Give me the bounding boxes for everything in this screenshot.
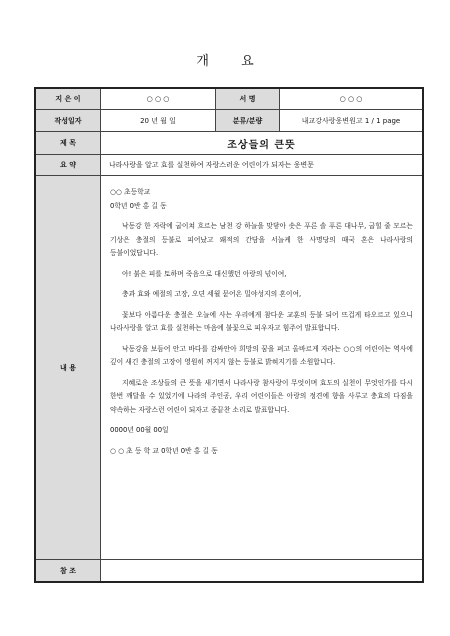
signature-value: ○ ○ ○ bbox=[279, 89, 422, 109]
summary-value: 나라사랑을 알고 효를 실천하여 자랑스러운 어린이가 되자는 웅변문 bbox=[100, 155, 422, 175]
summary-row bbox=[36, 155, 422, 176]
speech-paragraph: 충과 효와 예절의 고장, 오뎐 세월 묻어온 밀야성지의 혼이여, bbox=[122, 290, 302, 298]
reference-row bbox=[36, 560, 422, 581]
speech-paragraph: 아! 붉은 피를 토하며 죽음으로 대신했던 아랑의 넋이여, bbox=[122, 269, 287, 278]
signature-label: 서 명 bbox=[215, 89, 279, 109]
author-label: 지 은 이 bbox=[36, 89, 100, 109]
date-row bbox=[36, 110, 422, 132]
outline-form bbox=[34, 87, 424, 583]
speech-paragraph: 낙동강 한 자락에 굽이쳐 흐르는 남천 강 하늘을 맞닿아 솟은 푸른 솔 푸른 대나무, 굽힐 줄 모르는 기상은 충절의 등불로 피어났고 왜적의 간담을 서늘케 한 사명당의 때국 혼은 나라사랑의 등불이었답니다. bbox=[110, 222, 413, 257]
date-value: 20 년 월 일 bbox=[100, 110, 215, 131]
speech-date: 0000년 00월 00일 bbox=[110, 426, 169, 434]
subject-row bbox=[36, 132, 422, 155]
school-name: ○○ 초등학교 bbox=[110, 188, 151, 196]
subject-label: 제 목 bbox=[36, 132, 100, 154]
author-row bbox=[36, 89, 422, 110]
category-value: 내교강사랑웅변원고 1 / 1 page bbox=[279, 110, 422, 131]
speaker-class: 0학년 0반 홍 길 동 bbox=[110, 201, 167, 210]
reference-label: 참 조 bbox=[36, 560, 100, 581]
speech-paragraph: 낙동강을 보듬어 안고 바다를 감싸안아 희망의 꿈을 펴고 올바르게 자라는 ○○의 어린이는 역사에 깊이 새긴 충절의 고장이 영원히 꺼지지 않는 등불로 밝혀지기를 소원합니다. bbox=[110, 344, 413, 366]
subject-value: 조상들의 큰뜻 bbox=[100, 132, 422, 154]
author-value: ○ ○ ○ bbox=[100, 89, 215, 109]
speech-paragraph: 지혜로운 조상들의 큰 뜻을 새기면서 나라사랑 참사랑이 무엇이며 효도의 실천이 무엇인가를 다시 한번 깨달을 수 있었기에 나라의 주인공, 우리 어린이들은 아랑의 정견에 향을 사루고 충효의 다짐을 약속하는 자랑스런 어린이 되자고 종끝찬 소리로 발표합니다. bbox=[110, 378, 413, 414]
reference-value bbox=[100, 560, 422, 581]
category-label: 분류/분량 bbox=[215, 110, 279, 131]
content-row bbox=[36, 176, 422, 560]
document-title: 개 요 bbox=[196, 54, 254, 69]
summary-label: 요 약 bbox=[36, 155, 100, 175]
speech-signoff: ○ ○ 초 등 학 교 0학년 0반 홍 길 동 bbox=[110, 446, 218, 455]
content-label: 내 용 bbox=[36, 176, 100, 559]
date-label: 작성일자 bbox=[36, 110, 100, 131]
content-body bbox=[100, 176, 422, 559]
speech-paragraph: 꽃보다 아름다운 충절은 오늘에 사는 우리에게 참다운 교훈의 등불 되어 뜨겁게 타오르고 있으니 나라사랑을 알고 효를 실천하는 마음에 불꽃으로 피우자고 힘주어 발표합니다. bbox=[110, 310, 413, 332]
